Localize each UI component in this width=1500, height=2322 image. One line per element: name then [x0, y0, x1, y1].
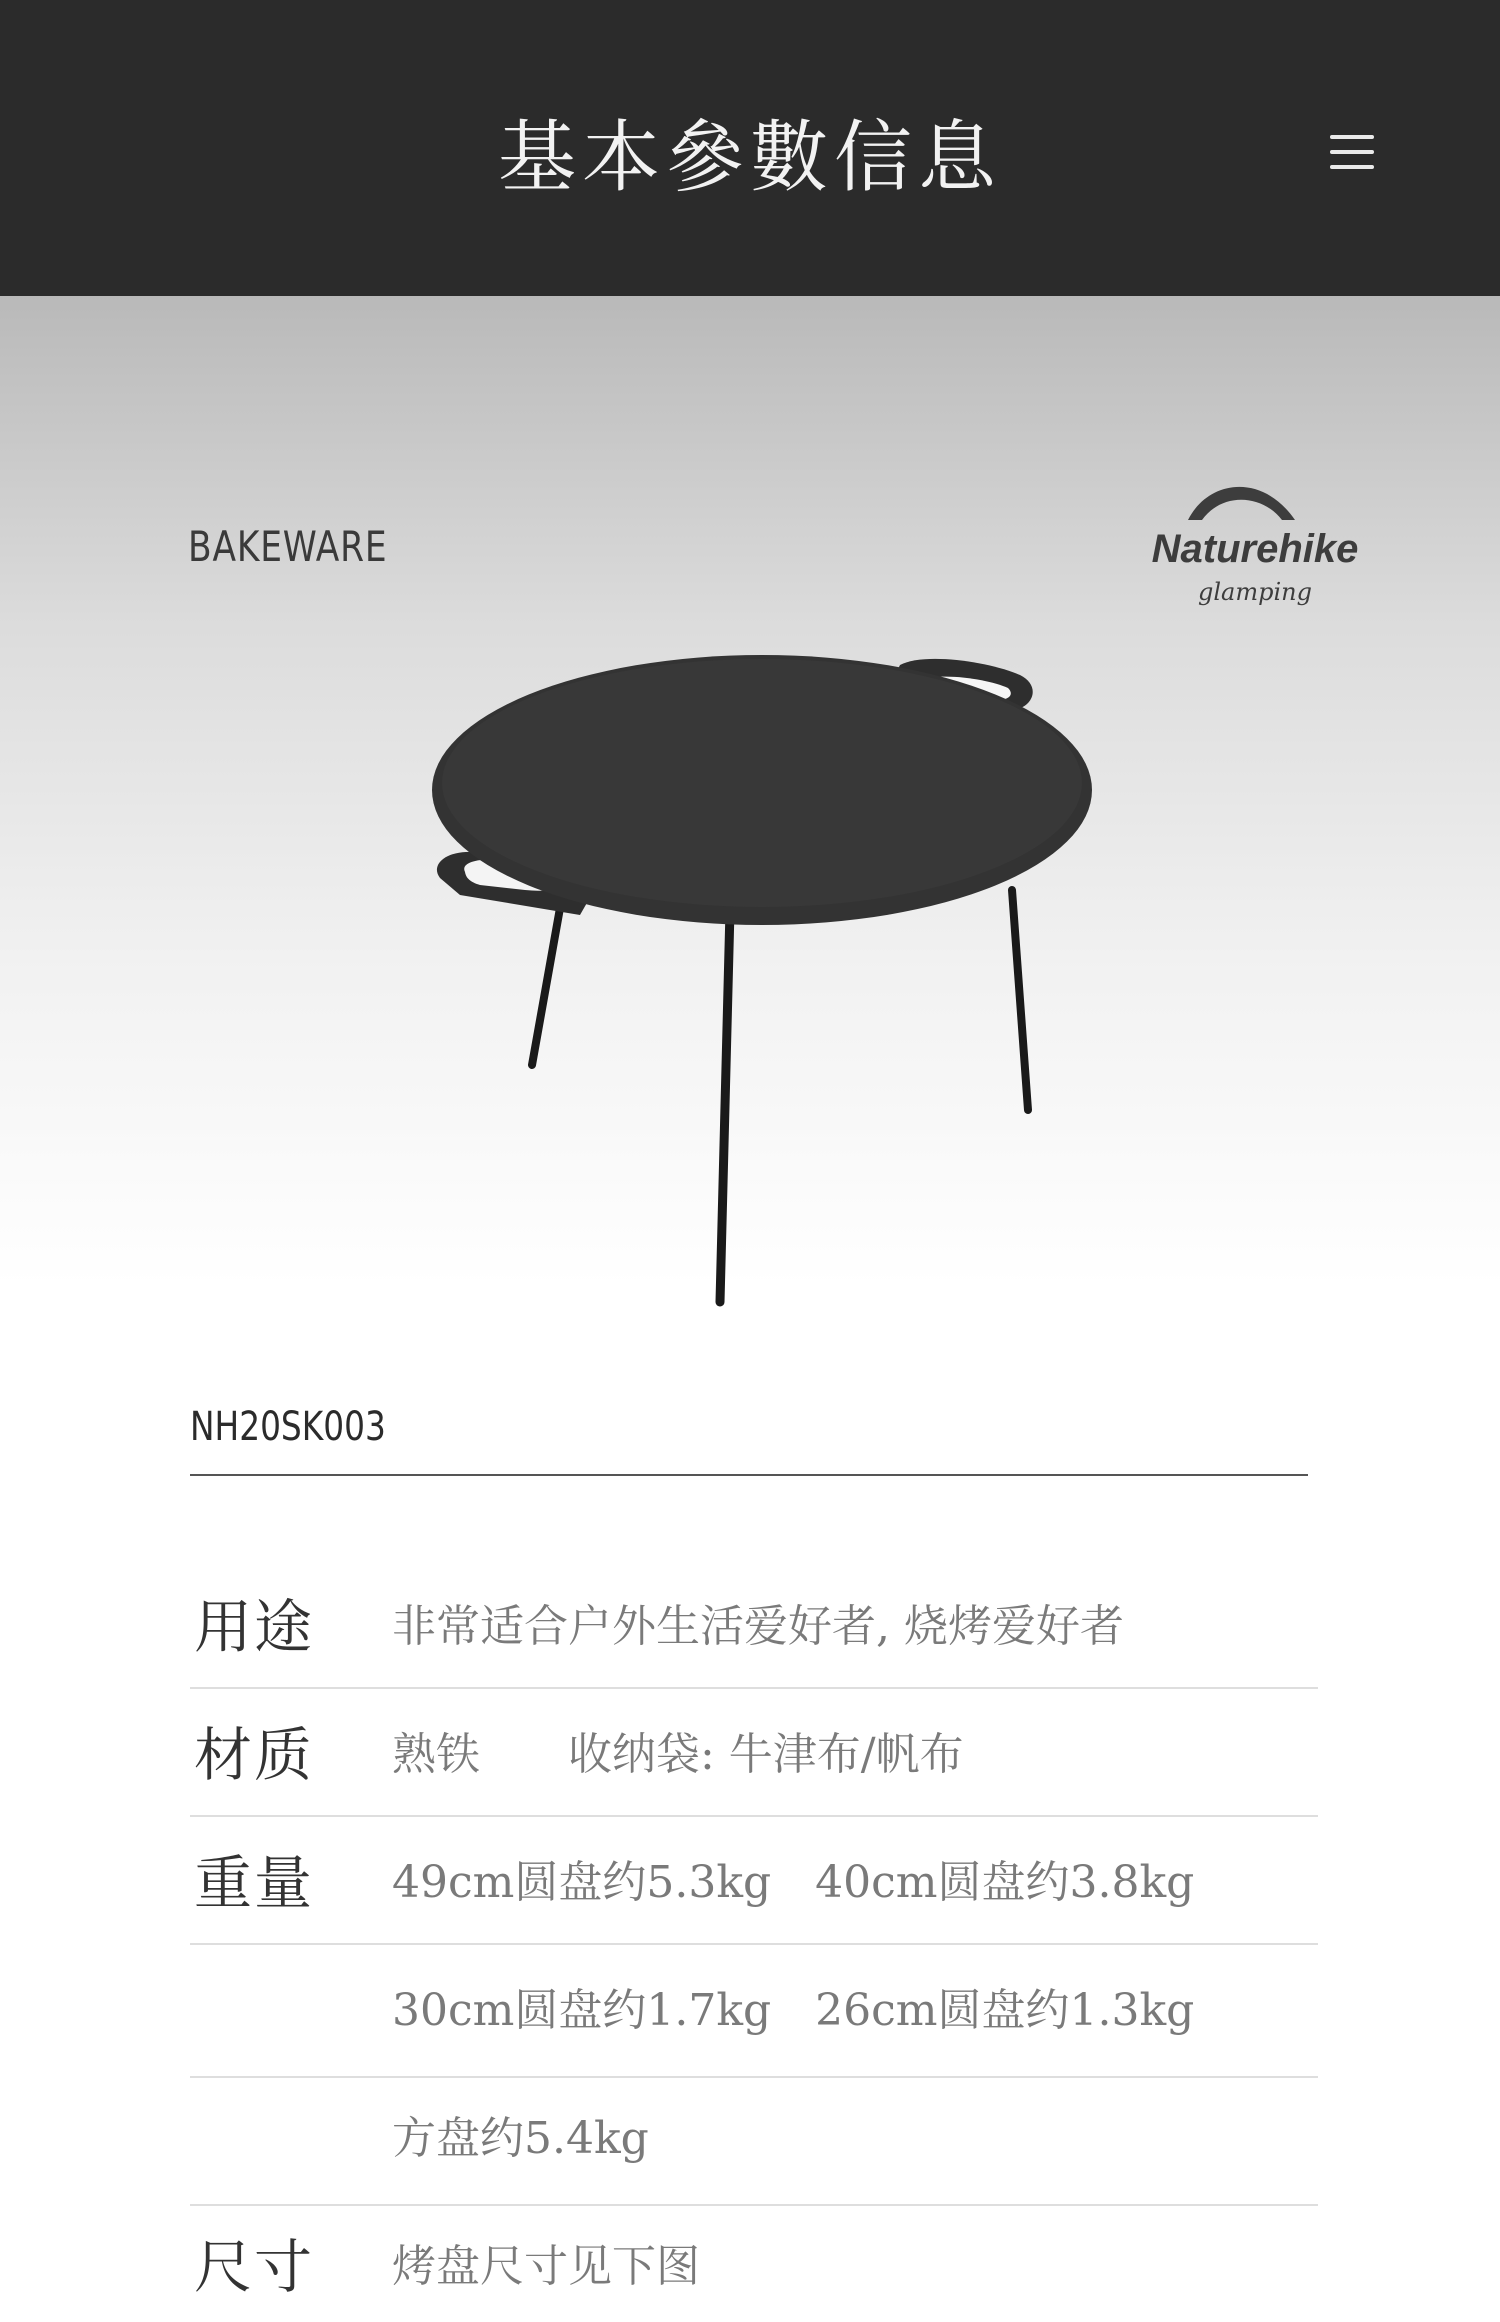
spec-divider	[190, 1687, 1318, 1689]
brand-name: Naturehike	[1151, 527, 1359, 571]
spec-value: 方盘约5.4kg	[392, 2113, 649, 2164]
spec-label: 重量	[194, 1849, 315, 1917]
spec-divider	[190, 1943, 1318, 1945]
spec-divider	[190, 2204, 1318, 2206]
brand-tagline: glamping	[1198, 578, 1312, 606]
spec-label: 用途	[194, 1593, 315, 1661]
spec-divider	[190, 2076, 1318, 2078]
spec-value: 熟铁 收纳袋: 牛津布/帆布	[392, 1729, 964, 1780]
header-bar	[0, 0, 1500, 296]
spec-value: 30cm圆盘约1.7kg 26cm圆盘约1.3kg	[392, 1985, 1195, 2036]
spec-label: 材质	[194, 1721, 315, 1789]
category-label: BAKEWARE	[188, 522, 388, 571]
brand-logo	[1150, 470, 1360, 620]
spec-divider	[190, 1815, 1318, 1817]
griddle-pan-image	[430, 640, 1110, 1330]
spec-value: 49cm圆盘约5.3kg 40cm圆盘约3.8kg	[392, 1857, 1195, 1908]
brand-mountain-icon	[1188, 487, 1295, 520]
page-title: 基本參數信息	[497, 113, 1002, 203]
spec-label: 尺寸	[194, 2233, 315, 2301]
spec-value: 非常适合户外生活爱好者, 烧烤爱好者	[392, 1601, 1124, 1652]
model-divider	[190, 1474, 1308, 1476]
spec-value: 烤盘尺寸见下图	[392, 2241, 700, 2292]
model-number: NH20SK003	[190, 1404, 386, 1450]
menu-icon[interactable]	[1330, 135, 1374, 171]
